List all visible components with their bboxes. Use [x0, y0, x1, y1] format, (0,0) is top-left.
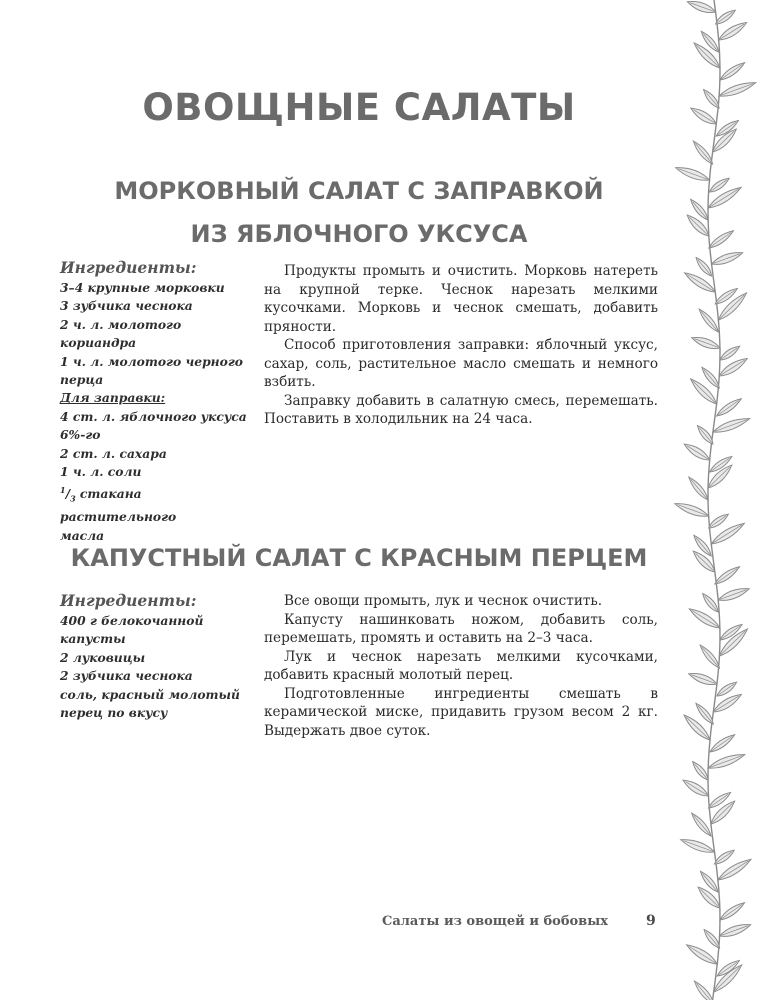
recipe-title-line-2: ИЗ ЯБЛОЧНОГО УКСУСА — [190, 220, 528, 248]
method-text-cabbage-salad — [264, 592, 658, 740]
leaf-shape — [713, 848, 736, 867]
leaf-shape — [717, 585, 751, 604]
ingredient-item: соль, красный молотый — [60, 686, 240, 702]
leaf-shape — [718, 344, 741, 363]
method-paragraph: Продукты промыть и очистить. Морковь натереть на крупной терке. Чеснок нарезать мелкими кусочками. Морковь и чеснок смешать, добавить пряности. — [264, 263, 658, 335]
leaf-shape — [686, 475, 710, 502]
leaf-shape — [698, 643, 722, 670]
leaf-shape — [686, 0, 717, 16]
ingredient-item: 2 ст. л. сахара — [60, 445, 167, 461]
method-paragraph: Лук и чеснок нарезать мелкими кусочками, добавить красный молотый перец. — [264, 648, 658, 683]
method-paragraph: Капусту нашинковать ножом, добавить соль, перемешать, промять и оставить на 2–3 часа. — [264, 611, 658, 646]
leaf-shape — [689, 105, 719, 128]
leaf-shape — [682, 441, 712, 464]
leaf-shape — [718, 79, 757, 100]
leaf-shape — [707, 751, 746, 772]
leaf-shape — [691, 40, 722, 71]
leaf-shape — [681, 777, 711, 800]
leaf-shape — [718, 921, 752, 940]
leaf-shape — [690, 334, 721, 352]
ingredient-item: перца — [60, 372, 104, 388]
ingredients-list-carrot-salad — [60, 258, 256, 545]
ingredient-item: 2 ч. л. молотого кориандра — [60, 316, 182, 351]
ingredient-item: масла — [60, 527, 105, 543]
method-paragraph: Заправку добавить в салатную смесь, перемешать. Поставить в холодильник на 24 часа. — [264, 392, 658, 427]
leaf-shape — [718, 60, 746, 83]
ingredient-item: 2 зубчика чеснока — [60, 668, 193, 684]
ingredient-item: 400 г белокочанной — [60, 613, 204, 628]
leaf-border-icon — [666, 0, 762, 1000]
ingredients-list-cabbage-salad — [60, 591, 256, 722]
leaf-shape — [679, 836, 716, 856]
leaf-shape — [714, 8, 737, 27]
fraction-denominator: 3 — [70, 494, 76, 505]
dressing-label: Для заправки: — [60, 390, 166, 406]
ingredient-item: 3–4 крупные морковки — [60, 280, 225, 295]
page-number: 9 — [646, 913, 656, 929]
leaf-shape — [718, 900, 746, 923]
ingredient-item: капусты — [60, 631, 126, 647]
leaf-shape — [707, 228, 735, 251]
method-paragraph: Способ приготовления заправки: яблочный уксус, сахар, соль, растительное масло смешать и немного взбить. — [264, 337, 658, 390]
leaf-shape — [708, 732, 736, 755]
recipe-title-cabbage-salad: КАПУСТНЫЙ САЛАТ С КРАСНЫМ ПЕРЦЕМ — [70, 544, 648, 572]
method-text-carrot-salad — [264, 262, 658, 429]
leaf-shape — [712, 415, 751, 436]
recipe-title-line-1: МОРКОВНЫЙ САЛАТ С ЗАПРАВКОЙ — [114, 177, 604, 205]
ingredient-text: стакана растительного — [60, 486, 177, 525]
leaf-shape — [710, 249, 744, 268]
method-paragraph: Подготовленные ингредиенты смешать в керамической миске, придавить грузом весом 2 кг. Выдержать двое суток. — [264, 685, 658, 739]
ingredient-item: 6%-го — [60, 427, 101, 443]
ingredient-item: $^1/_3$ стакана растительного — [60, 485, 177, 525]
ingredient-item: 2 луковицы — [60, 649, 146, 665]
ingredient-item: 4 ст. л. яблочного уксуса — [60, 408, 247, 424]
recipe-title-carrot-salad — [60, 170, 658, 256]
leaf-shape — [674, 164, 711, 184]
running-footer: Салаты из овощей и бобовых — [382, 914, 608, 929]
ingredient-item: 1 ч. л. соли — [60, 464, 142, 480]
ingredients-label: Ингредиенты: — [60, 591, 197, 610]
ingredient-item: перец по вкусу — [60, 705, 168, 721]
leaf-shape — [687, 670, 718, 688]
ingredients-label: Ингредиенты: — [60, 258, 197, 277]
leaf-shape — [707, 512, 730, 531]
page-title: ОВОЩНЫЕ САЛАТЫ — [142, 86, 576, 129]
ingredient-item: 1 ч. л. молотого черного — [60, 353, 243, 369]
leaf-shape — [691, 139, 715, 166]
ingredient-item: 3 зубчика чеснока — [60, 298, 193, 314]
leaf-shape — [715, 396, 743, 419]
method-paragraph: Все овощи промыть, лук и чеснок очистить. — [284, 593, 603, 609]
leaf-shape — [713, 564, 741, 587]
leaf-shape — [673, 500, 710, 520]
fraction-numerator: 1 — [60, 485, 66, 496]
